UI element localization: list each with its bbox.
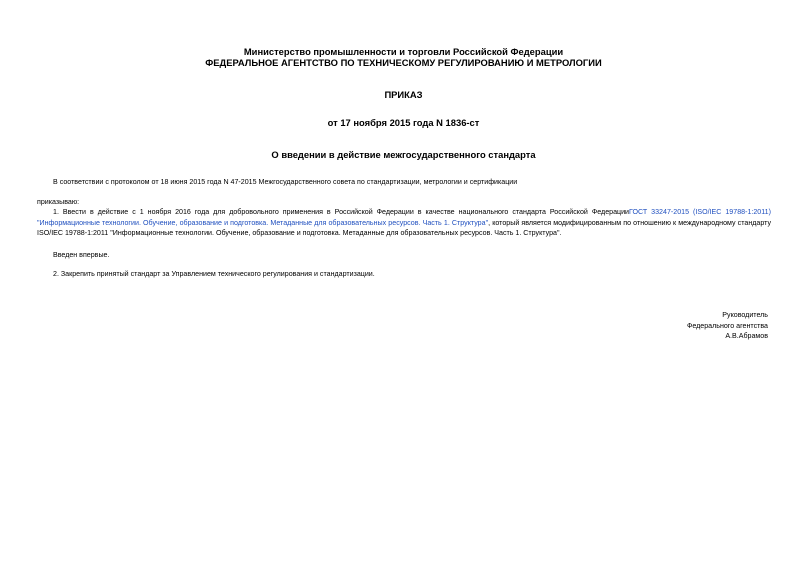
intro-paragraph: В соответствии с протоколом от 18 июня 2015 года N 47-2015 Межгосударственного совета по стандартизации, метрологии и сертификации [53,178,518,186]
signature-block [687,310,768,342]
order-title: ПРИКАЗ [384,89,423,100]
signatory-name: А.В.Абрамов [725,332,768,340]
item-1-paragraph [37,207,771,239]
item-1-text-continued: , который является модифицированным по отношению к международному стандарту ISO/IEC 19788-1:2011 "Информационные технологии. Обучение, образование и подготовка. Метаданные для образовательных ресурсов. Часть 1. Структура". [37,218,771,237]
standard-link[interactable]: ГОСТ 33247-2015 (ISO/IEC 19788-1:2011) "Информационные технологии. Обучение, образование и подготовка. Метаданные для образовательных ресурсов. Часть 1. Структура" [37,208,771,227]
item-2-paragraph: 2. Закрепить принятый стандарт за Управлением технического регулирования и стандартизации. [53,270,375,278]
ministry-name: Министерство промышленности и торговли Российской Федерации [243,46,564,57]
order-subject: О введении в действие межгосударственного стандарта [271,149,536,160]
agency-name: ФЕДЕРАЛЬНОЕ АГЕНТСТВО ПО ТЕХНИЧЕСКОМУ РЕГУЛИРОВАНИЮ И МЕТРОЛОГИИ [205,57,602,68]
item-1-text: 1. Ввести в действие с 1 ноября 2016 года для добровольного применения в Российской Федерации в качестве национального стандарта Российской Федерации [53,208,630,216]
document-header [0,46,807,68]
order-date: от 17 ноября 2015 года N 1836-ст [327,117,480,128]
signatory-organization: Федерального агентства [686,321,768,330]
introduced-first-note: Введен впервые. [53,251,110,259]
signatory-position: Руководитель [722,311,768,319]
order-word: приказываю: [37,198,80,206]
